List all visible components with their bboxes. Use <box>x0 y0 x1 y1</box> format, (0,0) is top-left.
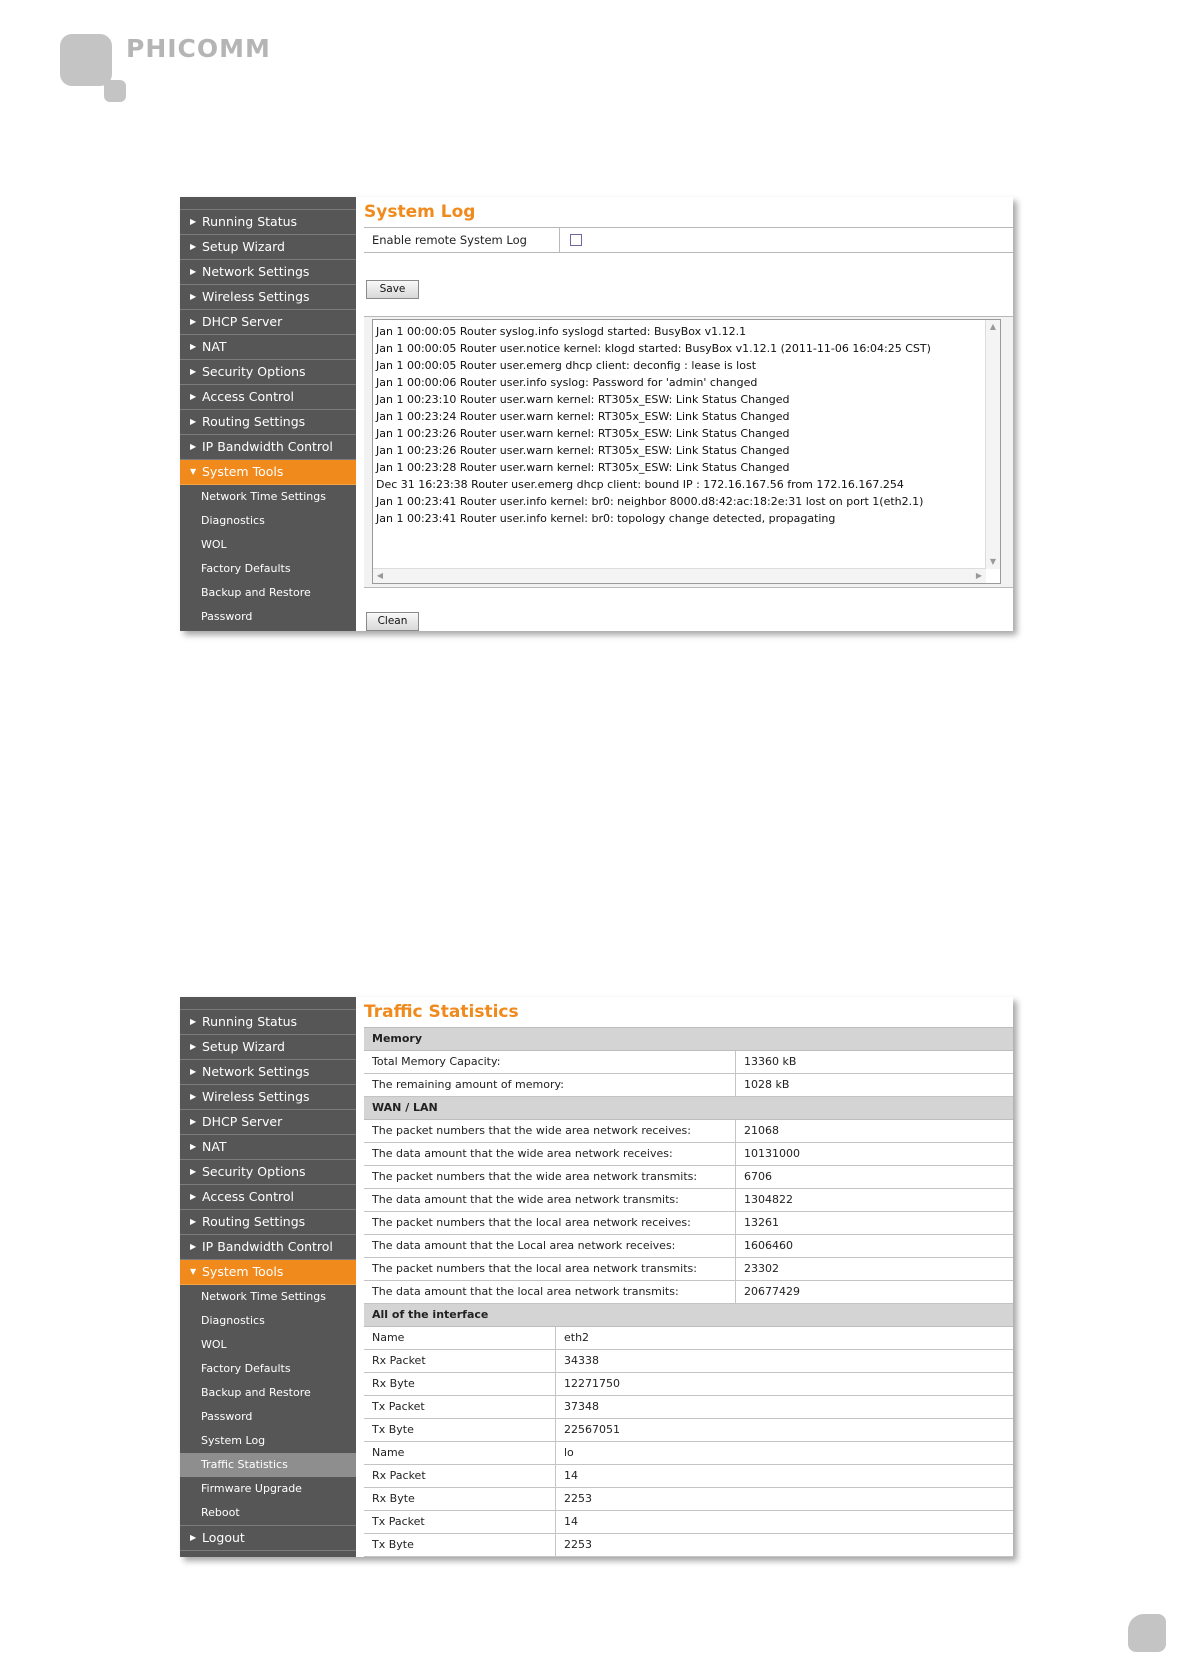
section-header-memory: Memory <box>364 1028 1013 1051</box>
table-row <box>364 1166 1013 1189</box>
subnav-backup-and-restore[interactable]: Backup and Restore <box>201 1386 311 1399</box>
subnav-password[interactable]: Password <box>201 610 253 623</box>
chevron-right-icon: ▶ <box>190 1167 197 1176</box>
log-entry: Jan 1 00:23:28 Router user.warn kernel: RT305x_ESW: Link Status Changed <box>376 461 790 474</box>
subnav-factory-defaults[interactable]: Factory Defaults <box>201 1362 291 1375</box>
stat-label: The packet numbers that the local area network receives: <box>364 1212 736 1235</box>
iface-label: Tx Byte <box>364 1534 556 1557</box>
log-entry: Jan 1 00:23:26 Router user.warn kernel: RT305x_ESW: Link Status Changed <box>376 427 790 440</box>
table-row <box>364 1534 1013 1557</box>
stat-label: The remaining amount of memory: <box>364 1074 736 1097</box>
stat-value: 1028 kB <box>736 1074 1014 1097</box>
chevron-right-icon: ▶ <box>190 1192 197 1201</box>
iface-value: lo <box>556 1442 1014 1465</box>
table-row <box>364 1189 1013 1212</box>
log-entry: Jan 1 00:23:41 Router user.info kernel: br0: topology change detected, propagating <box>376 512 836 525</box>
chevron-right-icon: ▶ <box>190 342 197 351</box>
table-row <box>364 1327 1013 1350</box>
sidebar <box>180 197 356 631</box>
subnav-wol[interactable]: WOL <box>201 538 227 551</box>
table-row <box>364 1511 1013 1534</box>
section-header-wan-lan: WAN / LAN <box>364 1097 1013 1120</box>
sidebar-item-network-settings[interactable]: ▶ Network Settings <box>180 1060 356 1085</box>
scroll-up-icon[interactable]: ▲ <box>989 322 997 331</box>
sidebar-item-network-settings[interactable]: ▶ Network Settings <box>180 260 356 285</box>
section-header-interfaces: All of the interface <box>364 1304 1013 1327</box>
stat-label: The data amount that the Local area network receives: <box>364 1235 736 1258</box>
chevron-right-icon: ▶ <box>190 1242 197 1251</box>
scroll-right-icon[interactable]: ▶ <box>975 571 983 580</box>
log-entry: Jan 1 00:23:41 Router user.info kernel: br0: neighbor 8000.d8:42:ac:18:2e:31 lost on port 1(eth2.1) <box>376 495 924 508</box>
log-entry: Jan 1 00:00:05 Router user.notice kernel: klogd started: BusyBox v1.12.1 (2011-11-06 16:04:25 CST) <box>376 342 931 355</box>
chevron-right-icon: ▶ <box>190 267 197 276</box>
sidebar-item-logout[interactable]: ▶ Logout <box>180 1525 356 1551</box>
stat-value: 10131000 <box>736 1143 1014 1166</box>
table-row <box>364 1419 1013 1442</box>
subnav-traffic-statistics[interactable]: Traffic Statistics <box>180 1453 356 1477</box>
iface-value: 14 <box>556 1511 1014 1534</box>
iface-label: Rx Byte <box>364 1373 556 1396</box>
sidebar-item-security-options[interactable]: ▶ Security Options <box>180 360 356 385</box>
sidebar-item-access-control[interactable]: ▶ Access Control <box>180 385 356 410</box>
chevron-right-icon: ▶ <box>190 1042 197 1051</box>
log-area <box>364 316 1013 588</box>
iface-label: Tx Packet <box>364 1396 556 1419</box>
iface-label: Tx Packet <box>364 1511 556 1534</box>
stat-label: The packet numbers that the wide area network receives: <box>364 1120 736 1143</box>
subnav-password[interactable]: Password <box>201 1410 253 1423</box>
table-row <box>364 1212 1013 1235</box>
traffic-statistics-content <box>364 997 1013 1557</box>
sidebar-item-system-tools[interactable]: ▼ System Tools <box>180 1260 356 1285</box>
chevron-down-icon: ▼ <box>190 467 197 476</box>
table-row <box>364 1442 1013 1465</box>
save-button[interactable]: Save <box>366 280 419 299</box>
table-row <box>364 1350 1013 1373</box>
log-entry: Jan 1 00:23:26 Router user.warn kernel: RT305x_ESW: Link Status Changed <box>376 444 790 457</box>
stat-label: The data amount that the local area network transmits: <box>364 1281 736 1304</box>
log-textarea[interactable] <box>372 319 1001 584</box>
subnav-wol[interactable]: WOL <box>201 1338 227 1351</box>
stat-value: 6706 <box>736 1166 1014 1189</box>
remote-log-row <box>364 227 1013 253</box>
iface-label: Rx Packet <box>364 1465 556 1488</box>
sidebar-item-setup-wizard[interactable]: ▶ Setup Wizard <box>180 235 356 260</box>
stat-value: 13360 kB <box>736 1051 1014 1074</box>
chevron-right-icon: ▶ <box>190 1092 197 1101</box>
sidebar-item-routing-settings[interactable]: ▶ Routing Settings <box>180 410 356 435</box>
chevron-right-icon: ▶ <box>190 242 197 251</box>
table-row <box>364 1465 1013 1488</box>
sidebar-item-dhcp-server[interactable]: ▶ DHCP Server <box>180 1110 356 1135</box>
chevron-right-icon: ▶ <box>190 1117 197 1126</box>
stat-label: The packet numbers that the wide area network transmits: <box>364 1166 736 1189</box>
table-row <box>364 1258 1013 1281</box>
table-row <box>364 1488 1013 1511</box>
log-entry: Jan 1 00:23:24 Router user.warn kernel: RT305x_ESW: Link Status Changed <box>376 410 790 423</box>
sidebar <box>180 997 356 1557</box>
log-entry: Jan 1 00:00:05 Router user.emerg dhcp client: deconfig : lease is lost <box>376 359 757 372</box>
table-row <box>364 1074 1013 1097</box>
sidebar-item-nat[interactable]: ▶ NAT <box>180 1135 356 1160</box>
subnav-reboot[interactable]: Reboot <box>201 1506 240 1519</box>
stat-value: 13261 <box>736 1212 1014 1235</box>
iface-value: 22567051 <box>556 1419 1014 1442</box>
iface-label: Tx Byte <box>364 1419 556 1442</box>
log-entry: Jan 1 00:00:06 Router user.info syslog: Password for 'admin' changed <box>376 376 758 389</box>
iface-label: Name <box>364 1327 556 1350</box>
horizontal-scrollbar[interactable] <box>373 568 986 583</box>
enable-remote-log-label: Enable remote System Log <box>372 233 527 247</box>
iface-value: 14 <box>556 1465 1014 1488</box>
subnav-firmware-upgrade[interactable]: Firmware Upgrade <box>201 1482 302 1495</box>
chevron-right-icon: ▶ <box>190 367 197 376</box>
subnav-network-time-settings[interactable]: Network Time Settings <box>201 1290 326 1303</box>
chevron-right-icon: ▶ <box>190 1017 197 1026</box>
chevron-right-icon: ▶ <box>190 1067 197 1076</box>
iface-label: Rx Packet <box>364 1350 556 1373</box>
iface-value: 2253 <box>556 1488 1014 1511</box>
table-row <box>364 1235 1013 1258</box>
log-entry: Jan 1 00:23:10 Router user.warn kernel: RT305x_ESW: Link Status Changed <box>376 393 790 406</box>
interface-table <box>364 1304 1013 1557</box>
table-row <box>364 1281 1013 1304</box>
sidebar-item-ip-bandwidth-control[interactable]: ▶ IP Bandwidth Control <box>180 1235 356 1260</box>
sidebar-item-routing-settings[interactable]: ▶ Routing Settings <box>180 1210 356 1235</box>
iface-value: eth2 <box>556 1327 1014 1350</box>
table-row <box>364 1396 1013 1419</box>
scroll-down-icon[interactable]: ▼ <box>989 557 997 566</box>
log-entry: Jan 1 00:00:05 Router syslog.info syslogd started: BusyBox v1.12.1 <box>376 325 747 338</box>
subnav-system-log[interactable]: System Log <box>201 1434 266 1447</box>
chevron-down-icon: ▼ <box>190 1267 197 1276</box>
log-lines <box>373 320 1000 527</box>
sidebar-item-ip-bandwidth-control[interactable]: ▶ IP Bandwidth Control <box>180 435 356 460</box>
sidebar-item-dhcp-server[interactable]: ▶ DHCP Server <box>180 310 356 335</box>
sidebar-item-running-status[interactable]: ▶ Running Status <box>180 1010 356 1035</box>
chevron-right-icon: ▶ <box>190 317 197 326</box>
phicomm-logo <box>60 34 360 114</box>
chevron-right-icon: ▶ <box>190 392 197 401</box>
stat-value: 20677429 <box>736 1281 1014 1304</box>
stat-value: 21068 <box>736 1120 1014 1143</box>
iface-label: Name <box>364 1442 556 1465</box>
chevron-right-icon: ▶ <box>190 1142 197 1151</box>
subnav-diagnostics[interactable]: Diagnostics <box>201 1314 265 1327</box>
stat-value: 1304822 <box>736 1189 1014 1212</box>
iface-label: Rx Byte <box>364 1488 556 1511</box>
log-entry: Dec 31 16:23:38 Router user.emerg dhcp client: bound IP : 172.16.167.56 from 172.16.167.254 <box>376 478 904 491</box>
subnav-backup-and-restore[interactable]: Backup and Restore <box>201 586 311 599</box>
system-log-screenshot <box>180 197 1013 631</box>
table-row <box>364 1373 1013 1396</box>
sidebar-item-running-status[interactable]: ▶ Running Status <box>180 210 356 235</box>
chevron-right-icon: ▶ <box>190 1533 197 1542</box>
table-row <box>364 1051 1013 1074</box>
page-title: Traffic Statistics <box>364 1002 519 1022</box>
scroll-left-icon[interactable]: ◀ <box>376 571 384 580</box>
iface-value: 2253 <box>556 1534 1014 1557</box>
chevron-right-icon: ▶ <box>190 442 197 451</box>
brand-name: PHICOMM <box>126 34 271 63</box>
sidebar-item-nat[interactable]: ▶ NAT <box>180 335 356 360</box>
sidebar-item-setup-wizard[interactable]: ▶ Setup Wizard <box>180 1035 356 1060</box>
chevron-right-icon: ▶ <box>190 1217 197 1226</box>
table-row <box>364 1143 1013 1166</box>
sidebar-item-security-options[interactable]: ▶ Security Options <box>180 1160 356 1185</box>
system-log-content <box>364 197 1013 631</box>
page-title: System Log <box>364 202 476 222</box>
subnav-network-time-settings[interactable]: Network Time Settings <box>201 490 326 503</box>
subnav-factory-defaults[interactable]: Factory Defaults <box>201 562 291 575</box>
traffic-statistics-screenshot <box>180 997 1013 1557</box>
chevron-right-icon: ▶ <box>190 417 197 426</box>
sidebar-item-wireless-settings[interactable]: ▶ Wireless Settings <box>180 285 356 310</box>
sidebar-item-access-control[interactable]: ▶ Access Control <box>180 1185 356 1210</box>
page-number-tab <box>1128 1614 1166 1652</box>
stat-label: The data amount that the wide area network transmits: <box>364 1189 736 1212</box>
subnav-diagnostics[interactable]: Diagnostics <box>201 514 265 527</box>
chevron-right-icon: ▶ <box>190 217 197 226</box>
stat-label: Total Memory Capacity: <box>364 1051 736 1074</box>
iface-value: 34338 <box>556 1350 1014 1373</box>
clean-button[interactable]: Clean <box>366 612 419 631</box>
iface-value: 12271750 <box>556 1373 1014 1396</box>
table-row <box>364 1120 1013 1143</box>
sidebar-item-wireless-settings[interactable]: ▶ Wireless Settings <box>180 1085 356 1110</box>
memory-table <box>364 1027 1013 1304</box>
chevron-right-icon: ▶ <box>190 292 197 301</box>
iface-value: 37348 <box>556 1396 1014 1419</box>
stat-label: The packet numbers that the local area network transmits: <box>364 1258 736 1281</box>
stat-value: 1606460 <box>736 1235 1014 1258</box>
vertical-scrollbar[interactable] <box>985 320 1000 569</box>
stat-label: The data amount that the wide area network receives: <box>364 1143 736 1166</box>
sidebar-item-system-tools[interactable]: ▼ System Tools <box>180 460 356 485</box>
stat-value: 23302 <box>736 1258 1014 1281</box>
enable-remote-log-checkbox[interactable] <box>570 234 582 246</box>
